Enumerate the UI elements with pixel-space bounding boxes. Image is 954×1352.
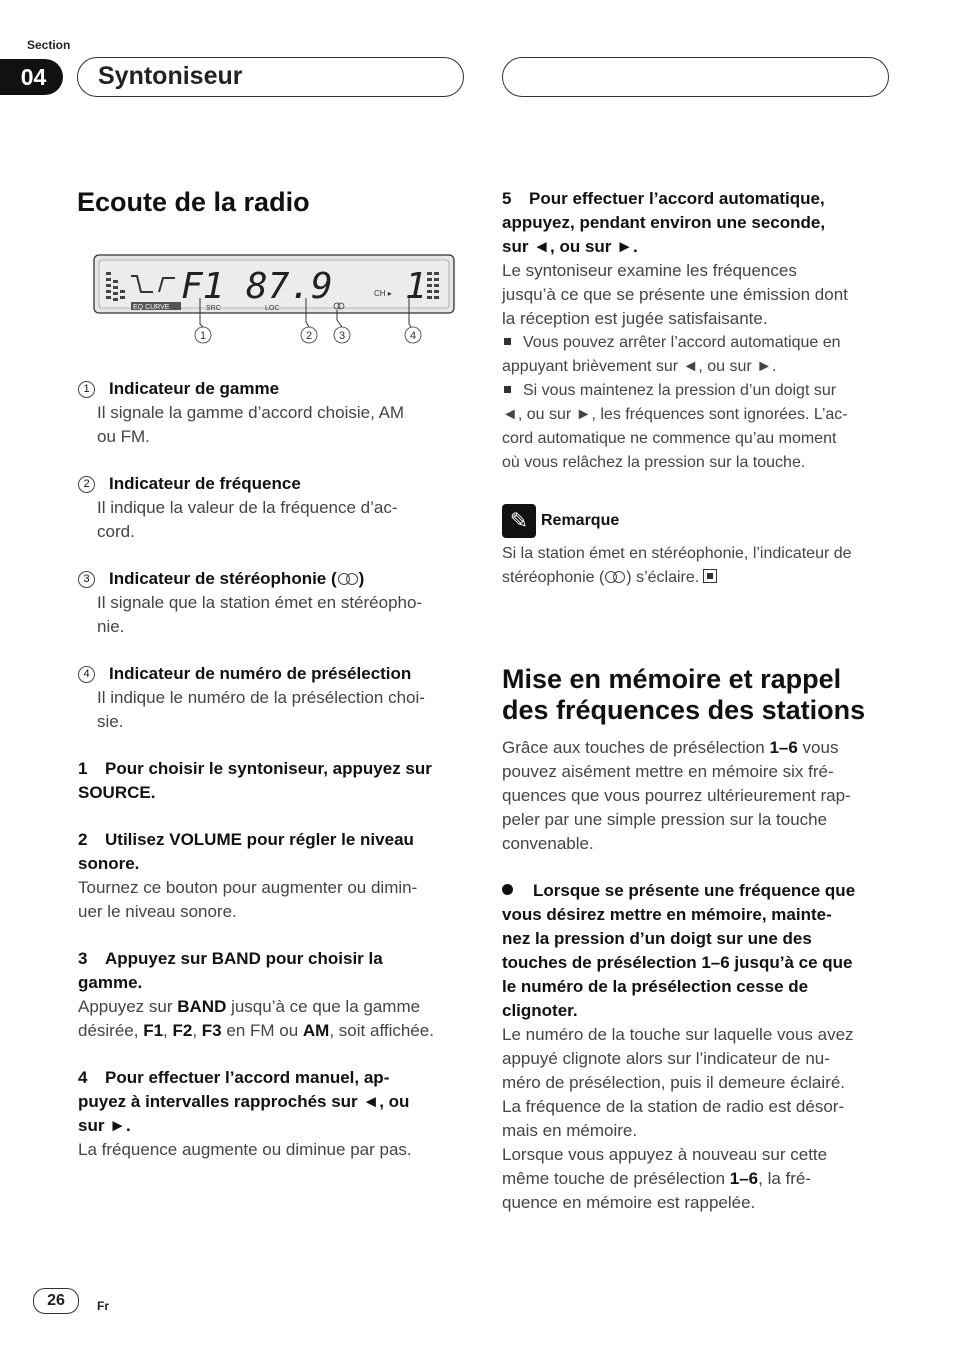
note-line: Vous pouvez arrêter l’accord automatique en — [523, 334, 841, 351]
stereo-icon — [604, 571, 626, 583]
step-body-line — [78, 1019, 468, 1043]
step-title-cont: puyez à intervalles rapprochés sur ◄, ou — [78, 1092, 410, 1111]
step-title: Appuyez sur BAND pour choisir la — [105, 949, 383, 968]
section-number-badge: 04 — [0, 59, 63, 95]
note-line: Si vous maintenez la pression d’un doigt sur — [523, 382, 837, 399]
step-title: Pour effectuer l’accord manuel, ap- — [105, 1068, 390, 1087]
step-body-line — [502, 1167, 897, 1191]
remark-line: Si la station émet en stéréophonie, l’indicateur de — [502, 545, 852, 562]
stereo-icon — [337, 573, 359, 585]
text-span: , — [163, 1021, 173, 1040]
band-f2: F2 — [172, 1021, 193, 1040]
step-number: 4 — [78, 1068, 88, 1087]
preset-range: 1–6 — [769, 738, 798, 757]
text-span: , soit affichée. — [329, 1021, 434, 1040]
text-span: , la fré- — [758, 1169, 812, 1188]
bullet-square — [504, 338, 511, 345]
header-empty-pill — [502, 57, 889, 97]
indicator-item-2 — [78, 472, 468, 544]
callout-2: 2 — [305, 330, 313, 342]
lcd-src-label: SRC — [206, 305, 221, 312]
indicator-title: Indicateur de gamme — [109, 379, 280, 398]
right-column-text — [502, 187, 897, 1215]
note-line: ◄, ou sur ►, les fréquences sont ignorées. L’ac- — [502, 406, 848, 423]
step-body-line: appuyé clignote alors sur l’indicateur de nu- — [502, 1049, 830, 1068]
indicator-desc-line: Il signale la gamme d’accord choisie, AM — [97, 403, 405, 422]
callout-4: 4 — [409, 330, 417, 342]
step-body-line: La fréquence de la station de radio est désor- — [502, 1097, 845, 1116]
step-body-line: mais en mémoire. — [502, 1121, 638, 1140]
text-span: stéréophonie ( — [502, 569, 605, 586]
step-body-line: méro de présélection, puis il demeure éclairé. — [502, 1073, 846, 1092]
step-body-line: Le numéro de la touche sur laquelle vous avez — [502, 1025, 854, 1044]
intro-line: quences que vous pourrez ultérieurement rap- — [502, 786, 851, 805]
left-heading-block — [77, 187, 310, 218]
indicator-item-4 — [78, 662, 468, 734]
lcd-band-frequency: F1 87.9 — [181, 266, 333, 307]
heading-memoire-line2: des fréquences des stations — [502, 695, 866, 725]
lcd-eq-curve-label: EQ CURVE — [133, 304, 170, 311]
indicator-item-1 — [78, 377, 468, 449]
step-title-cont: appuyez, pendant environ une seconde, — [502, 213, 826, 232]
lcd-loc-label: LOC — [265, 305, 280, 312]
indicator-item-3 — [78, 567, 468, 639]
step-body-line: la réception est jugée satisfaisante. — [502, 309, 768, 328]
pencil-note-icon: ✎ — [502, 504, 536, 538]
indicator-desc-line: nie. — [97, 617, 125, 636]
callout-1: 1 — [199, 330, 207, 342]
step-4 — [78, 1066, 468, 1162]
note-line: où vous relâchez la pression sur la touche. — [502, 454, 806, 471]
intro-line: convenable. — [502, 834, 594, 853]
note-line: appuyant brièvement sur ◄, ou sur ►. — [502, 358, 777, 375]
text-span: vous — [797, 738, 839, 757]
text-span: Grâce aux touches de présélection — [502, 738, 770, 757]
intro-line: pouvez aisément mettre en mémoire six fré- — [502, 762, 834, 781]
text-span: jusqu’à ce que la gamme — [226, 997, 421, 1016]
callout-number: 2 — [78, 476, 95, 493]
indicator-desc-line: Il indique la valeur de la fréquence d’ac- — [97, 498, 398, 517]
callout-number: 1 — [78, 381, 95, 398]
text-span: ) s’éclaire. — [626, 569, 700, 586]
band-am: AM — [302, 1021, 330, 1040]
step-title-cont: SOURCE. — [78, 783, 156, 802]
lcd-display-svg — [93, 254, 458, 349]
intro-line: peler par une simple pression sur la touche — [502, 810, 828, 829]
intro-paragraph — [502, 736, 897, 856]
step-body-line: Tournez ce bouton pour augmenter ou dimin- — [78, 878, 418, 897]
step-title: Pour effectuer l’accord automatique, — [529, 189, 825, 208]
step-title-cont: sonore. — [78, 854, 140, 873]
step-body-line — [78, 995, 468, 1019]
step-number: 5 — [502, 189, 512, 208]
text-span: même touche de présélection — [502, 1169, 730, 1188]
text-span: Appuyez sur — [78, 997, 178, 1016]
text-span: désirée, — [78, 1021, 144, 1040]
language-code: Fr — [97, 1299, 109, 1313]
step-title: Pour choisir le syntoniseur, appuyez sur — [105, 759, 432, 778]
radio-display-illustration — [93, 254, 458, 354]
step-body-line: quence en mémoire est rappelée. — [502, 1193, 756, 1212]
page-number: 26 — [33, 1288, 79, 1314]
section-title: Syntoniseur — [77, 57, 464, 97]
heading-memoire-block — [502, 664, 897, 726]
bullet-step — [502, 879, 897, 1215]
step-3 — [78, 947, 468, 1043]
step-2 — [78, 828, 468, 924]
remark-block — [502, 504, 897, 590]
heading-memoire-line1: Mise en mémoire et rappel — [502, 664, 842, 694]
step-title-cont: nez la pression d’un doigt sur une des — [502, 929, 812, 948]
step-1 — [78, 757, 468, 805]
heading-ecoute-radio: Ecoute de la radio — [77, 187, 310, 217]
band-key: BAND — [177, 997, 227, 1016]
step-title-cont: touches de présélection 1–6 jusqu’à ce que — [502, 953, 853, 972]
remark-label: Remarque — [541, 512, 620, 530]
callout-number: 4 — [78, 666, 95, 683]
step-title: Utilisez VOLUME pour régler le niveau — [105, 830, 414, 849]
section-label: Section — [27, 38, 71, 52]
step-number: 1 — [78, 759, 88, 778]
step-number: 2 — [78, 830, 88, 849]
step-number: 3 — [78, 949, 88, 968]
band-f1: F1 — [143, 1021, 164, 1040]
step-title-cont: clignoter. — [502, 1001, 578, 1020]
indicator-desc-line: Il signale que la station émet en stéréopho- — [97, 593, 423, 612]
text-span: , — [192, 1021, 202, 1040]
indicator-title: Indicateur de stéréophonie ( — [109, 569, 337, 588]
step-5 — [502, 187, 897, 475]
left-column-text — [78, 377, 468, 1162]
indicator-desc-line: Il indique le numéro de la présélection choi- — [97, 688, 425, 707]
step-title-cont: sur ►. — [78, 1116, 131, 1135]
step-body-line: La fréquence augmente ou diminue par pas. — [78, 1140, 412, 1159]
indicator-desc-line: ou FM. — [97, 427, 150, 446]
step-title: Lorsque se présente une fréquence que — [533, 881, 856, 900]
step-body-line: Le syntoniseur examine les fréquences — [502, 261, 797, 280]
step-title-cont: gamme. — [78, 973, 143, 992]
indicator-title: Indicateur de numéro de présélection — [109, 664, 412, 683]
remark-line — [502, 566, 897, 590]
indicator-title: Indicateur de fréquence — [109, 474, 301, 493]
indicator-title-end: ) — [358, 569, 365, 588]
text-span: en FM ou — [221, 1021, 303, 1040]
step-body-line: Lorsque vous appuyez à nouveau sur cette — [502, 1145, 828, 1164]
step-body-line: uer le niveau sonore. — [78, 902, 237, 921]
callout-number: 3 — [78, 571, 95, 588]
note-line: cord automatique ne commence qu’au moment — [502, 430, 837, 447]
step-title-cont: le numéro de la présélection cesse de — [502, 977, 809, 996]
indicator-desc-line: cord. — [97, 522, 135, 541]
lcd-ch-label: CH ▸ — [374, 289, 392, 298]
end-mark-icon — [703, 569, 717, 583]
lcd-preset-number: 1 — [405, 266, 427, 307]
bullet-square — [504, 386, 511, 393]
preset-range: 1–6 — [729, 1169, 759, 1188]
band-f3: F3 — [201, 1021, 222, 1040]
bullet-dot — [502, 884, 513, 895]
step-title-cont: sur ◄, ou sur ►. — [502, 237, 638, 256]
indicator-desc-line: sie. — [97, 712, 124, 731]
callout-3: 3 — [338, 330, 346, 342]
step-body-line: jusqu’à ce que se présente une émission dont — [502, 285, 848, 304]
step-title-cont: vous désirez mettre en mémoire, mainte- — [502, 905, 832, 924]
